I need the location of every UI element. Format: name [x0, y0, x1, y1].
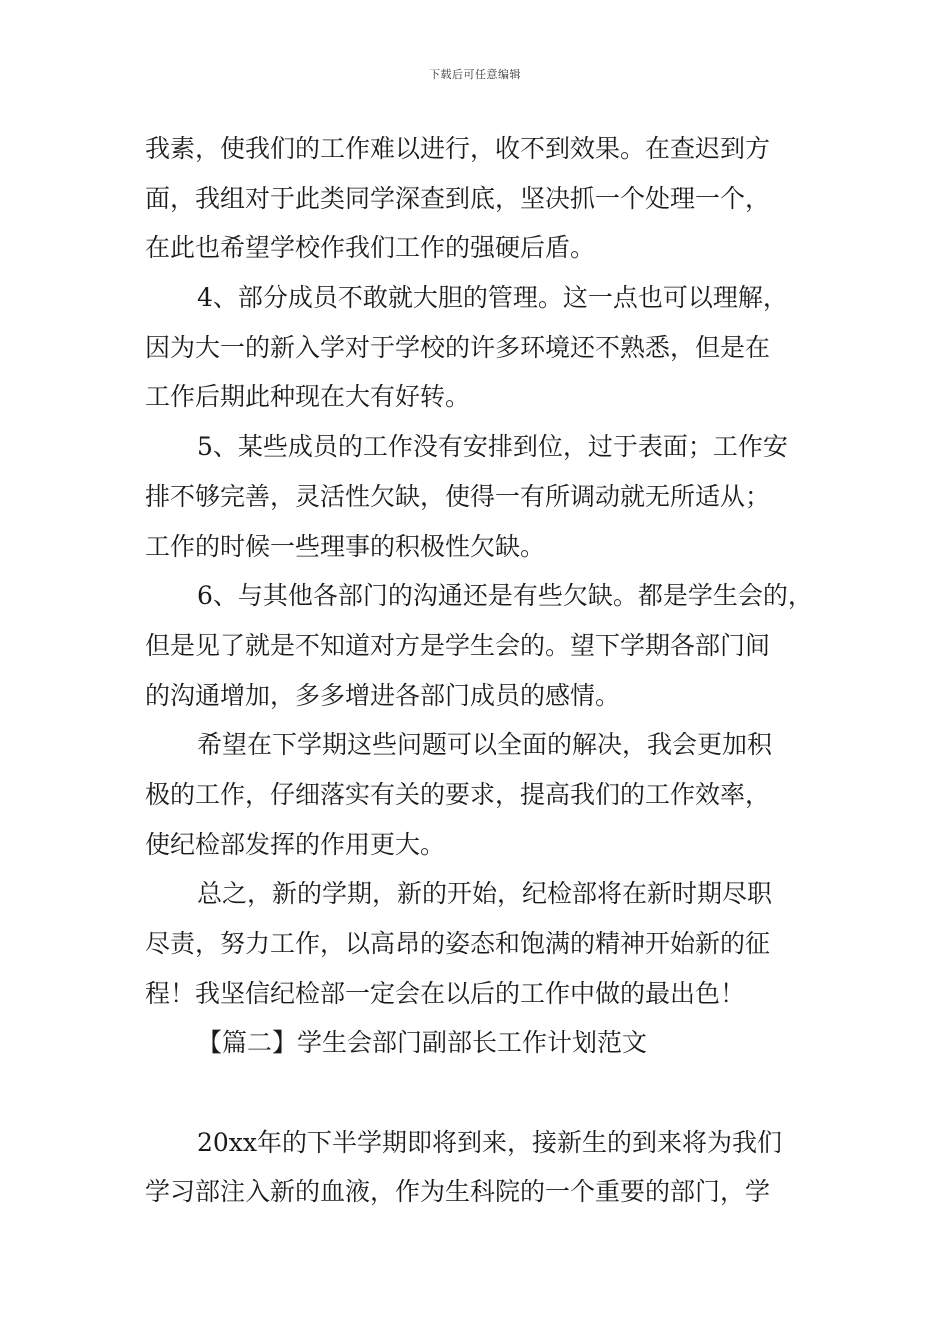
text-line: 6、与其他各部门的沟通还是有些欠缺。都是学生会的， — [197, 581, 813, 611]
text-line: 面，我组对于此类同学深查到底，坚决抓一个处理一个， — [145, 183, 771, 213]
text-line: 20xx年的下半学期即将到来，接新生的到来将为我们 — [197, 1127, 783, 1157]
text-line: 工作后期此种现在大有好转。 — [145, 382, 471, 412]
text-line: 在此也希望学校作我们工作的强硬后盾。 — [145, 233, 596, 263]
text-line: 使纪检部发挥的作用更大。 — [145, 829, 446, 859]
text-line: 的沟通增加，多多增进各部门成员的感情。 — [145, 680, 621, 710]
text-line: 排不够完善，灵活性欠缺，使得一有所调动就无所适从； — [145, 481, 771, 511]
text-line: 程！我坚信纪检部一定会在以后的工作中做的最出色！ — [145, 978, 746, 1008]
text-line: 5、某些成员的工作没有安排到位，过于表面；工作安 — [197, 432, 788, 462]
text-line: 工作的时候一些理事的积极性欠缺。 — [145, 531, 546, 561]
text-line: 因为大一的新入学对于学校的许多环境还不熟悉，但是在 — [145, 332, 771, 362]
text-line: 【篇二】学生会部门副部长工作计划范文 — [197, 1028, 648, 1058]
text-line: 总之，新的学期，新的开始，纪检部将在新时期尽职 — [197, 879, 773, 909]
blank-line — [145, 1068, 825, 1118]
text-line: 4、部分成员不敢就大胆的管理。这一点也可以理解， — [197, 283, 788, 313]
page-header: 下载后可任意编辑 — [429, 68, 521, 81]
document-body — [145, 124, 825, 1217]
text-line: 学习部注入新的血液，作为生科院的一个重要的部门，学 — [145, 1177, 771, 1207]
text-line: 但是见了就是不知道对方是学生会的。望下学期各部门间 — [145, 630, 771, 660]
text-line: 我素，使我们的工作难以进行，收不到效果。在查迟到方 — [145, 134, 771, 163]
text-line: 极的工作，仔细落实有关的要求，提高我们的工作效率， — [145, 779, 771, 809]
text-line: 希望在下学期这些问题可以全面的解决，我会更加积 — [197, 730, 773, 760]
text-line: 尽责，努力工作，以高昂的姿态和饱满的精神开始新的征 — [145, 929, 771, 958]
